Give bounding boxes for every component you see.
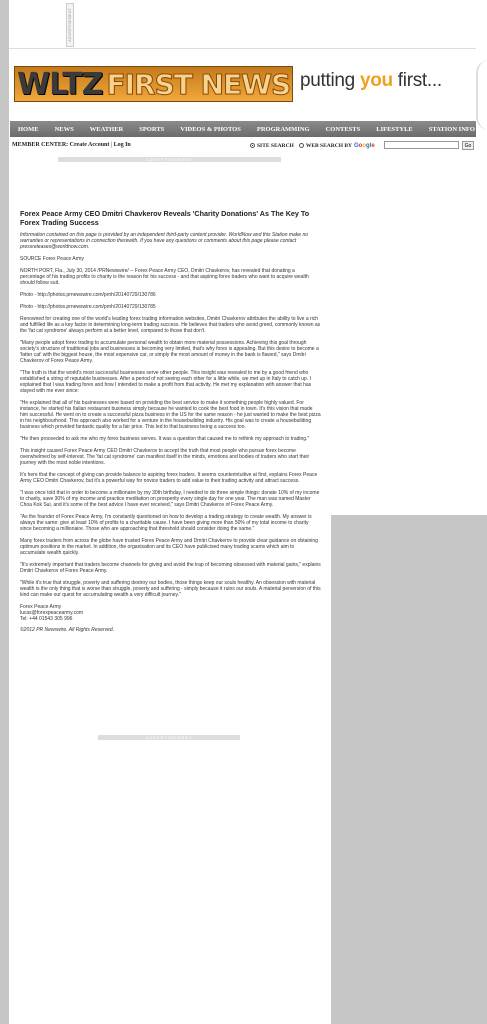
article-paragraph: SOURCE Forex Peace Army [20, 256, 84, 262]
create-account-link[interactable]: Create Account [69, 142, 110, 148]
article-paragraph: "It's extremely important that traders become channels for giving and avoid the trap of becoming obsessed with material gains," explains Dmitri Chavkerov of Forex Peace Army. [20, 562, 321, 574]
contact-block [20, 604, 321, 622]
station-tagline: putting you first... [300, 70, 442, 91]
search-go-button[interactable]: Go [462, 141, 474, 150]
search-options [250, 140, 375, 151]
search-input[interactable] [384, 141, 459, 149]
google-logo: Google [354, 142, 375, 149]
main-nav [10, 121, 476, 137]
decorative-swoosh [476, 60, 487, 130]
article-title: Forex Peace Army CEO Dmitri Chavkerov Reveals 'Charity Donations' As The Key To Forex Trading Success [20, 209, 310, 227]
nav-item-videos-photos[interactable]: VIDEOS & PHOTOS [180, 125, 241, 133]
article-paragraph: Many forex traders from across the globe have trusted Forex Peace Army and Dmitri Chavkerov to provide clear guidance on obtaining optimum positions in the market. In addition, the organisation and its CEO have publicised many trading scams which aim to accumulate wealth quickly. [20, 538, 318, 556]
article-paragraph: "As the founder of Forex Peace Army, I'm constantly questioned on how to develop a trading strategy to create wealth. My answer is always the same: give at least 10% of profits to a charitable cause. I have been giving more than 50% of my total income to charity since becoming a millionaire. Those who are approaching that threshold should consider doing the same." [20, 514, 312, 532]
ad-label-top: ADVERTISEMENT [58, 157, 281, 162]
lower-right-background [331, 515, 487, 1024]
site-search-radio[interactable] [250, 143, 255, 148]
nav-item-home[interactable]: HOME [18, 125, 39, 133]
nav-item-weather[interactable]: WEATHER [89, 125, 124, 133]
web-search-radio[interactable] [299, 143, 304, 148]
vertical-ad-slot[interactable] [66, 3, 74, 47]
article-paragraph: This insight caused Forex Peace Army CEO Dmitri Chavkerov to accept the truth that most people who pursue forex become overwhelmed by self-interest. The 'fat cat syndrome' can manifest itself in the minds, emotions and bodies of traders who start their journey with the most noble intentions. [20, 448, 310, 466]
article-paragraph: NORTH PORT, Fla., July 30, 2014 /PRNewswire/ -- Forex Peace Army CEO, Dmitri Chavkerov, has revealed that donating a percentage of his trading profits to charity is the reason for his success - and that aspiring forex traders who want to acquire wealth should follow suit. [20, 268, 309, 286]
nav-item-contests[interactable]: CONTESTS [325, 125, 361, 133]
logo-call-letters: WLTZ [17, 66, 103, 102]
web-search-label: WEB SEARCH BY [305, 142, 352, 149]
nav-item-lifestyle[interactable]: LIFESTYLE [376, 125, 413, 133]
top-divider [9, 48, 476, 49]
article-paragraph: "I was once told that in order to become a millionaire by my 30th birthday, I needed to do three simple things: donate 10% of my income to charity, save 30% of my income and practice meditation on prosperity every single day for one year. The man was named Master Choa Kok Sui, and it's some of the best advice I have ever received," says Dmitri Chavkerov of Forex Peace Army. [20, 490, 320, 508]
article-paragraph: Renowned for creating one of the world's leading forex trading information websites, Dmitri Chavkerov attributes the ability to live a rich and fulfilled life as a key factor in determining long-term trading success. He believes that traders who avoid greed, commonly known as the 'fat cat syndrome' always perform at a better level, compared to those that don't. [20, 316, 321, 334]
ad-label-bottom: ADVERTISEMENT [98, 735, 240, 740]
nav-item-station-info[interactable]: STATION INFO [428, 125, 475, 133]
member-center-label: MEMBER CENTER: [12, 142, 69, 148]
article-disclaimer: Information contained on this page is provided by an independent third-party content provider. WorldNow and this Station make no warranties or representations in connection therewith. If you have any questions or comments about this page please contact pressreleases@worldnow.com. [20, 232, 309, 250]
vertical-ad-label: ADVERTISEMENT [67, 8, 72, 42]
copyright-notice: ©2012 PR Newswire. All Rights Reserved. [20, 627, 115, 633]
article-paragraph: "While it's true that struggle, poverty and suffering destroy our bodies, those things keep our souls healthy. An obsession with material wealth is the only thing that is worse than struggle, poverty and suffering - simply because it ruins our souls. A material perversion of this kind can make our quest for accumulating wealth a very difficult journey." [20, 580, 321, 598]
article-photo-link[interactable]: Photo - http://photos.prnewswire.com/prnh/20140729/130786 [20, 292, 156, 298]
article-paragraph: "He then proceeded to ask me who my forex business serves. It was a question that caused me to rethink my approach to trading." [20, 436, 310, 442]
article-photo-link[interactable]: Photo - http://photos.prnewswire.com/prnh/20140729/130785 [20, 304, 156, 310]
member-center [12, 142, 131, 148]
contact-email[interactable]: lucas@forexpeacearmy.com [20, 610, 84, 616]
login-link[interactable]: Log In [113, 142, 131, 148]
member-separator: | [110, 142, 113, 148]
logo-first-news: FIRST NEWS [106, 67, 291, 101]
article [20, 210, 321, 633]
article-paragraph: "Many people adopt forex trading to accumulate personal wealth to obtain more material possessions. Achieving this goal through society's structure of traditional jobs and businesses is becoming very limited, that's why forex is appealing. But this desire to become a 'fatter cat' with the biggest house, the most expensive car, or simply the most amount of money in the bank is flawed," says Dmitri Chavkerov of Forex Peace Army. [20, 340, 319, 364]
station-logo[interactable] [14, 66, 293, 102]
nav-item-news[interactable]: NEWS [54, 125, 74, 133]
article-paragraph: It's here that the concept of giving can provide balance to aspiring forex traders. It seems counterintuitive at first, explains Forex Peace Army CEO Dmitri Chavkerov, but it's a powerful way for novice traders to add value to their trading activity and attract success. [20, 472, 318, 484]
nav-item-sports[interactable]: SPORTS [139, 125, 165, 133]
site-search-label: SITE SEARCH [257, 142, 294, 149]
contact-phone: Tel: +44 01543 305 996 [20, 616, 73, 622]
contact-org: Forex Peace Army [20, 604, 62, 610]
nav-item-programming[interactable]: PROGRAMMING [256, 125, 310, 133]
article-paragraph: "The truth is that the world's most successful businesses serve other people. This insight was revealed to me by a good friend who established a string of reputable businesses. After a period of not seeing each other for a little while, we met up in Italy to catch up. I explained that I was trading forex and how I intended to make a profit from that activity. He met my explanation with answer that has stayed with me ever since: [20, 370, 312, 394]
article-paragraph: "He explained that all of his businesses were based on providing the best service to make it something people highly valued. For instance, he started his Italian restaurant business simply because he wanted to cook the best food in town. It's this vision that made him successful. He went on to create a successful pizza business in the US for the same reason - he just wanted to make the best pizza in his neighbourhood. This approach also worked for a venture in the housebuilding industry. His goal was to create a housebuilding business which provided fantastic quality for a fair price. This led to that business being a success too. [20, 400, 321, 430]
